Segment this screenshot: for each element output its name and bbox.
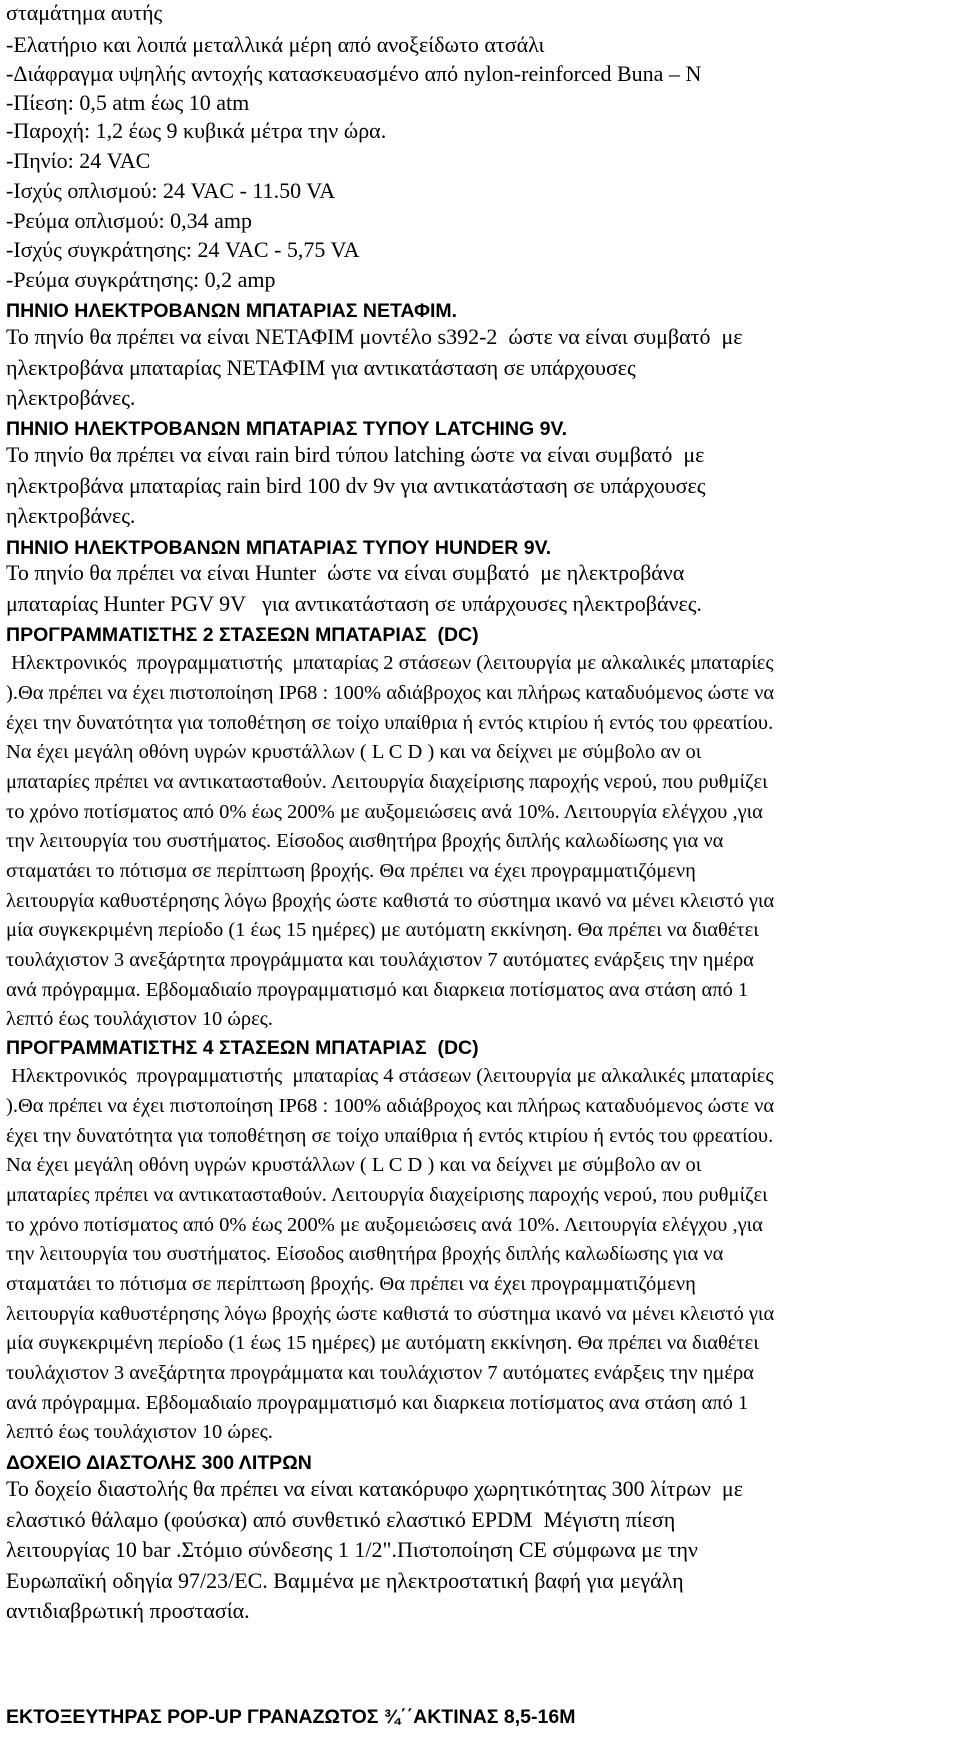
paragraph-line: αντιδιαβρωτική προστασία. [6, 1598, 250, 1623]
paragraph-line: τουλάχιστον 3 ανεξάρτητα προγράμματα και τουλάχιστον 7 αυτόματες ενάρξεις την ημέρα [6, 949, 754, 971]
paragraph-line: ).Θα πρέπει να έχει πιστοποίηση IP68 : 100% αδιάβροχος και πλήρως καταδυόμενος ώστε να [6, 1095, 775, 1117]
paragraph-line: λειτουργίας 10 bar .Στόμιο σύνδεσης 1 1/2".Πιστοποίηση CE σύμφωνα με την [6, 1537, 698, 1562]
paragraph-line: ηλεκτροβάνες. [6, 385, 136, 410]
paragraph-line: την λειτουργία του συστήματος. Είσοδος αισθητήρα βροχής διπλής καλωδίωσης για να [6, 1243, 724, 1265]
paragraph-line: Ευρωπαϊκή οδηγία 97/23/EC. Βαμμένα με ηλεκτροστατική βαφή για μεγάλη [6, 1568, 684, 1593]
intro-line: -Πίεση: 0,5 atm έως 10 atm [6, 90, 250, 115]
paragraph-line: έχει την δυνατότητα για τοποθέτηση σε τοίχο υπαίθρια ή εντός κτιρίου ή εντός του φρεατίου. [6, 1125, 774, 1147]
paragraph-line: Το πηνίο θα πρέπει να είναι ΝΕΤΑΦΙΜ μοντέλο s392-2 ώστε να είναι συμβατό με [6, 324, 743, 349]
paragraph-line: Να έχει μεγάλη οθόνη υγρών κρυστάλλων ( L C D ) και να δείχνει με σύμβολο αν οι [6, 1154, 702, 1176]
paragraph-line: το χρόνο ποτίσματος από 0% έως 200% με αυξομειώσεις ανά 10%. Λειτουργία ελέγχου ,για [6, 1214, 763, 1236]
paragraph-line: ηλεκτροβάνα μπαταρίας rain bird 100 dv 9v για αντικατάσταση σε υπάρχουσες [6, 473, 706, 498]
intro-line: -Διάφραγμα υψηλής αντοχής κατασκευασμένο από nylon-reinforced Buna – N [6, 61, 702, 86]
paragraph-line: το χρόνο ποτίσματος από 0% έως 200% με αυξομειώσεις ανά 10%. Λειτουργία ελέγχου ,για [6, 801, 763, 823]
intro-line: -Πηνίο: 24 VAC [6, 148, 151, 173]
paragraph-line: Ηλεκτρονικός προγραμματιστής μπαταρίας 4 στάσεων (λειτουργία με αλκαλικές μπαταρίες [6, 1065, 774, 1087]
section-heading: ΠΡΟΓΡΑΜΜΑΤΙΣΤΗΣ 4 ΣΤΑΣΕΩΝ ΜΠΑΤΑΡΙΑΣ (DC) [6, 1037, 479, 1059]
paragraph-line: σταματάει το πότισμα σε περίπτωση βροχής. Θα πρέπει να έχει προγραμματιζόμενη [6, 860, 696, 882]
intro-line: -Ισχύς συγκράτησης: 24 VAC - 5,75 VA [6, 237, 360, 262]
paragraph-line: λειτουργία καθυστέρησης λόγω βροχής ώστε καθιστά το σύστημα ικανό να μένει κλειστό για [6, 890, 775, 912]
intro-line: -Ρεύμα συγκράτησης: 0,2 amp [6, 267, 276, 292]
paragraph-line: μία συγκεκριμένη περίοδο (1 έως 15 ημέρες) με αυτόματη εκκίνηση. Θα πρέπει να διαθέτει [6, 919, 759, 941]
section-heading: ΠΗΝΙΟ ΗΛΕΚΤΡΟΒΑΝΩΝ ΜΠΑΤΑΡΙΑΣ ΝΕΤΑΦΙΜ. [6, 300, 458, 322]
paragraph-line: μπαταρίες πρέπει να αντικατασταθούν. Λειτουργία διαχείρισης παροχής νερού, που ρυθμίζει [6, 771, 768, 793]
paragraph-line: Ηλεκτρονικός προγραμματιστής μπαταρίας 2 στάσεων (λειτουργία με αλκαλικές μπαταρίες [6, 652, 774, 674]
paragraph-line: έχει την δυνατότητα για τοποθέτηση σε τοίχο υπαίθρια ή εντός κτιρίου ή εντός του φρεατίου. [6, 712, 774, 734]
intro-line: σταμάτημα αυτής [6, 0, 163, 25]
paragraph-line: ).Θα πρέπει να έχει πιστοποίηση IP68 : 100% αδιάβροχος και πλήρως καταδυόμενος ώστε να [6, 682, 775, 704]
paragraph-line: λεπτό έως τουλάχιστον 10 ώρες. [6, 1421, 273, 1443]
paragraph-line: Το δοχείο διαστολής θα πρέπει να είναι κατακόρυφο χωρητικότητας 300 λίτρων με [6, 1476, 743, 1501]
paragraph-line: ελαστικό θάλαμο (φούσκα) από συνθετικό ελαστικό EPDM Μέγιστη πίεση [6, 1507, 676, 1532]
paragraph-line: ηλεκτροβάνες. [6, 503, 136, 528]
paragraph-line: την λειτουργία του συστήματος. Είσοδος αισθητήρα βροχής διπλής καλωδίωσης για να [6, 830, 724, 852]
section-heading: ΠΗΝΙΟ ΗΛΕΚΤΡΟΒΑΝΩΝ ΜΠΑΤΑΡΙΑΣ ΤΥΠΟΥ LATCHING 9V. [6, 418, 568, 440]
paragraph-line: τουλάχιστον 3 ανεξάρτητα προγράμματα και τουλάχιστον 7 αυτόματες ενάρξεις την ημέρα [6, 1362, 754, 1384]
section-heading: ΔΟΧΕΙΟ ΔΙΑΣΤΟΛΗΣ 300 ΛΙΤΡΩΝ [6, 1452, 312, 1474]
section-heading: ΕΚΤΟΞΕΥΤΗΡΑΣ POP-UP ΓΡΑΝΑΖΩΤΟΣ ¾΄΄ΑΚΤΙΝΑΣ 8,5-16Μ [6, 1706, 576, 1728]
section-heading: ΠΡΟΓΡΑΜΜΑΤΙΣΤΗΣ 2 ΣΤΑΣΕΩΝ ΜΠΑΤΑΡΙΑΣ (DC) [6, 624, 479, 646]
paragraph-line: ηλεκτροβάνα μπαταρίας ΝΕΤΑΦΙΜ για αντικατάσταση σε υπάρχουσες [6, 355, 636, 380]
paragraph-line: Το πηνίο θα πρέπει να είναι Hunter ώστε να είναι συμβατό με ηλεκτροβάνα [6, 560, 685, 585]
intro-line: -Παροχή: 1,2 έως 9 κυβικά μέτρα την ώρα. [6, 118, 387, 143]
paragraph-line: λειτουργία καθυστέρησης λόγω βροχής ώστε καθιστά το σύστημα ικανό να μένει κλειστό για [6, 1303, 775, 1325]
paragraph-line: μία συγκεκριμένη περίοδο (1 έως 15 ημέρες) με αυτόματη εκκίνηση. Θα πρέπει να διαθέτει [6, 1332, 759, 1354]
paragraph-line: Να έχει μεγάλη οθόνη υγρών κρυστάλλων ( L C D ) και να δείχνει με σύμβολο αν οι [6, 741, 702, 763]
paragraph-line: λεπτό έως τουλάχιστον 10 ώρες. [6, 1008, 273, 1030]
paragraph-line: ανά πρόγραμμα. Εβδομαδιαίο προγραμματισμό και διαρκεια ποτίσματος ανα στάση από 1 [6, 1392, 749, 1414]
paragraph-line: σταματάει το πότισμα σε περίπτωση βροχής. Θα πρέπει να έχει προγραμματιζόμενη [6, 1273, 696, 1295]
intro-line: -Ρεύμα οπλισμού: 0,34 amp [6, 208, 252, 233]
paragraph-line: Το πηνίο θα πρέπει να είναι rain bird τύπου latching ώστε να είναι συμβατό με [6, 442, 705, 467]
intro-line: -Ισχύς οπλισμού: 24 VAC - 11.50 VA [6, 178, 336, 203]
intro-line: -Ελατήριο και λοιπά μεταλλικά μέρη από ανοξείδωτο ατσάλι [6, 32, 545, 57]
paragraph-line: ανά πρόγραμμα. Εβδομαδιαίο προγραμματισμό και διαρκεια ποτίσματος ανα στάση από 1 [6, 979, 749, 1001]
section-heading: ΠΗΝΙΟ ΗΛΕΚΤΡΟΒΑΝΩΝ ΜΠΑΤΑΡΙΑΣ ΤΥΠΟΥ HUNDER 9V. [6, 537, 552, 559]
paragraph-line: μπαταρίες πρέπει να αντικατασταθούν. Λειτουργία διαχείρισης παροχής νερού, που ρυθμίζει [6, 1184, 768, 1206]
paragraph-line: μπαταρίας Hunter PGV 9V για αντικατάσταση σε υπάρχουσες ηλεκτροβάνες. [6, 591, 702, 616]
